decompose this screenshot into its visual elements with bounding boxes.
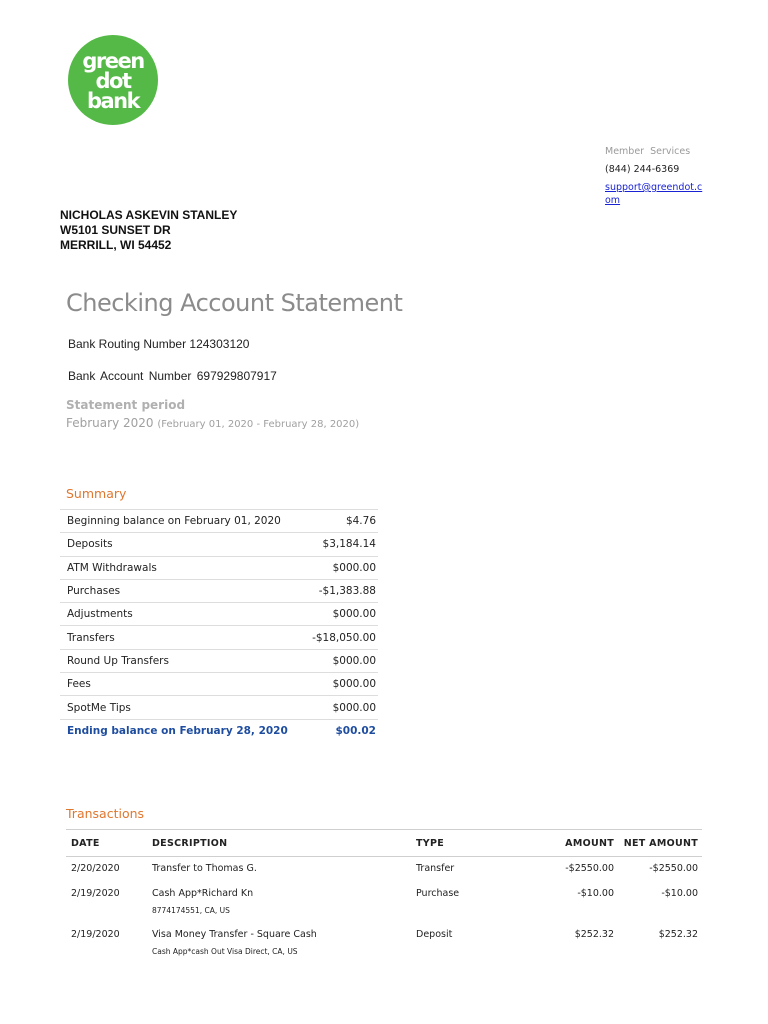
- summary-value: $4.76: [345, 515, 376, 528]
- summary-label: Round Up Transfers: [67, 654, 169, 667]
- transaction-type: Transfer: [416, 863, 455, 874]
- transaction-row: [66, 923, 702, 964]
- summary-row: [60, 509, 378, 532]
- customer-street: W5101 SUNSET DR: [60, 223, 171, 237]
- summary-value: $000.00: [332, 608, 376, 621]
- transaction-description-detail: Cash App*cash Out Visa Direct, CA, US: [152, 947, 298, 956]
- transaction-description-main: Cash App*Richard Kn: [152, 888, 254, 899]
- summary-row: [60, 532, 378, 555]
- transaction-description-main: Visa Money Transfer - Square Cash: [152, 929, 317, 940]
- member-services: [605, 146, 715, 207]
- summary-label: ATM Withdrawals: [67, 561, 157, 574]
- ending-balance-label: Ending balance on February 28, 2020: [67, 724, 288, 737]
- transaction-type: Purchase: [416, 888, 460, 899]
- member-services-label: Member Services: [605, 146, 691, 157]
- summary-row: [60, 579, 378, 602]
- transaction-amount: -$10.00: [577, 888, 614, 899]
- transaction-date: 2/19/2020: [71, 929, 120, 940]
- logo-word-dot: dot: [95, 69, 131, 93]
- summary-value: -$1,383.88: [318, 585, 376, 598]
- page-title: Checking Account Statement: [66, 289, 403, 317]
- transaction-description: [152, 863, 416, 874]
- account-number: Bank Account Number 697929807917: [68, 369, 277, 383]
- summary-row: [60, 556, 378, 579]
- transaction-amount: $252.32: [574, 929, 614, 940]
- column-header-type: TYPE: [416, 837, 445, 849]
- routing-number: Bank Routing Number 124303120: [68, 337, 250, 351]
- summary-label: Fees: [67, 678, 91, 691]
- transactions-heading: Transactions: [66, 806, 145, 821]
- transaction-amount: -$2550.00: [565, 863, 614, 874]
- support-email-link[interactable]: support@greendot.com: [605, 182, 703, 206]
- transaction-net-amount: $252.32: [658, 929, 698, 940]
- summary-label: SpotMe Tips: [67, 701, 131, 714]
- summary-value: $000.00: [332, 678, 376, 691]
- column-header-date: DATE: [71, 837, 100, 849]
- summary-row: [60, 672, 378, 695]
- transaction-net-amount: -$2550.00: [649, 863, 698, 874]
- statement-period-range: (February 01, 2020 - February 28, 2020): [157, 419, 360, 430]
- member-services-phone: (844) 244-6369: [605, 164, 680, 175]
- summary-label: Deposits: [67, 538, 113, 551]
- transactions-header-row: [66, 829, 702, 857]
- summary-row: [60, 649, 378, 672]
- ending-balance-row: [60, 719, 378, 742]
- transaction-date: 2/20/2020: [71, 863, 120, 874]
- transaction-row: [66, 882, 702, 923]
- summary-label: Beginning balance on February 01, 2020: [67, 515, 281, 528]
- customer-name: NICHOLAS ASKEVIN STANLEY: [60, 208, 238, 222]
- summary-value: $3,184.14: [322, 538, 376, 551]
- transaction-description-detail: 8774174551, CA, US: [152, 906, 230, 915]
- customer-address: [60, 208, 237, 253]
- summary-label: Transfers: [67, 631, 115, 644]
- customer-city: MERRILL, WI 54452: [60, 238, 172, 252]
- column-header-net-amount: NET AMOUNT: [623, 837, 698, 849]
- logo-word-bank: bank: [86, 89, 140, 113]
- summary-row: [60, 695, 378, 718]
- transaction-row: [66, 857, 702, 882]
- column-header-amount: AMOUNT: [565, 837, 614, 849]
- summary-value: $000.00: [332, 654, 376, 667]
- summary-value: $000.00: [332, 561, 376, 574]
- statement-period-value: [66, 416, 359, 430]
- statement-period-month: February 2020: [66, 416, 154, 430]
- transaction-description: [152, 929, 416, 956]
- transactions-table: [66, 829, 702, 964]
- summary-row: [60, 625, 378, 648]
- summary-label: Adjustments: [67, 608, 133, 621]
- transaction-description: [152, 888, 416, 915]
- statement-period-label: Statement period: [66, 398, 186, 412]
- summary-row: [60, 602, 378, 625]
- summary-value: $000.00: [332, 701, 376, 714]
- logo-word-green: green: [82, 49, 144, 73]
- summary-heading: Summary: [66, 486, 127, 501]
- ending-balance-value: $00.02: [335, 724, 376, 737]
- transaction-type: Deposit: [416, 929, 453, 940]
- transaction-net-amount: -$10.00: [661, 888, 698, 899]
- summary-value: -$18,050.00: [312, 631, 376, 644]
- column-header-description: DESCRIPTION: [152, 837, 228, 849]
- summary-label: Purchases: [67, 585, 121, 598]
- green-dot-bank-logo: [68, 35, 158, 125]
- transaction-description-main: Transfer to Thomas G.: [152, 863, 257, 874]
- transaction-date: 2/19/2020: [71, 888, 120, 899]
- summary-table: [60, 509, 378, 742]
